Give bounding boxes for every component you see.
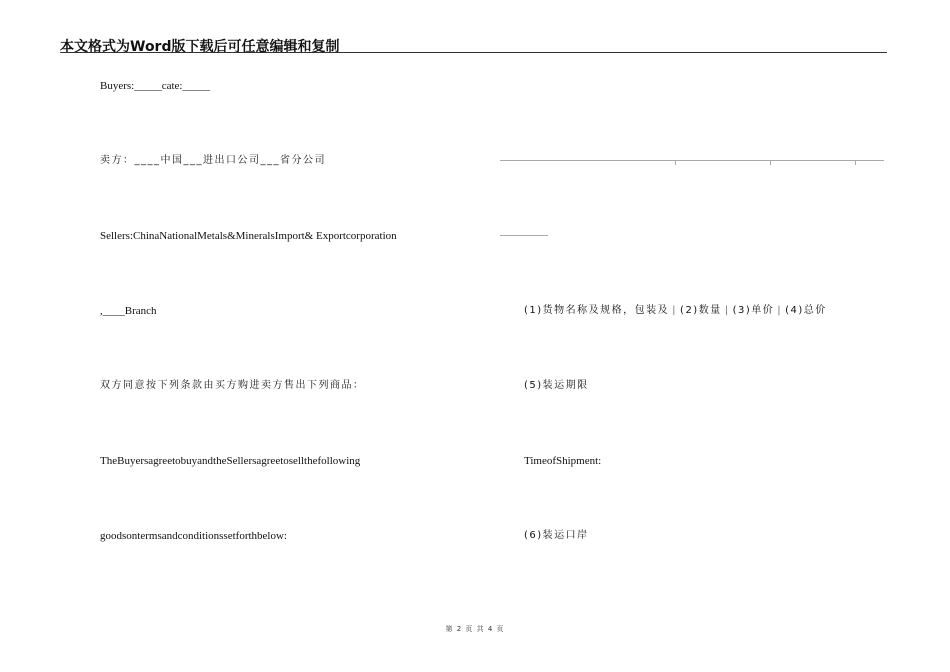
- sellers-cn-line: 卖方：____中国___进出口公司___省分公司: [100, 155, 326, 166]
- column-separator: |: [672, 305, 678, 316]
- header-divider: [60, 52, 887, 53]
- table-column-tick: [770, 160, 771, 165]
- unit-price-label: (3)单价: [732, 305, 775, 316]
- agreement-en-line-1: TheBuyersagreetobuyandtheSellersagreetosellthefollowing: [100, 455, 361, 467]
- branch-line: ,____Branch: [100, 305, 157, 317]
- port-of-shipment-label: (6)装运口岸: [524, 530, 589, 541]
- buyers-line: Buyers:_____cate:_____: [100, 80, 210, 92]
- agreement-en-line-2: goodsontermsandconditionssetforthbelow:: [100, 530, 287, 542]
- table-column-tick: [855, 160, 856, 165]
- table-top-rule: [500, 160, 884, 161]
- quantity-label: (2)数量: [680, 305, 722, 316]
- goods-name-spec-label: (1)货物名称及规格，包装及: [524, 305, 670, 316]
- total-price-label: (4)总价: [785, 305, 827, 316]
- shipment-time-en-label: TimeofShipment:: [524, 455, 602, 467]
- page-indicator: 第 2 页 共 4 页: [445, 625, 505, 633]
- goods-columns-row: [524, 305, 827, 317]
- document-header-title: 本文格式为Word版下载后可任意编辑和复制: [60, 39, 340, 55]
- column-separator: |: [724, 305, 730, 316]
- table-short-rule: [500, 235, 548, 236]
- shipment-time-cn-label: (5)装运期限: [524, 380, 589, 391]
- agreement-cn-line: 双方同意按下列条款由买方购进卖方售出下列商品：: [100, 380, 365, 391]
- column-separator: |: [777, 305, 783, 316]
- table-column-tick: [675, 160, 676, 165]
- sellers-en-line: Sellers:ChinaNationalMetals&MineralsImport& Exportcorporation: [100, 230, 397, 242]
